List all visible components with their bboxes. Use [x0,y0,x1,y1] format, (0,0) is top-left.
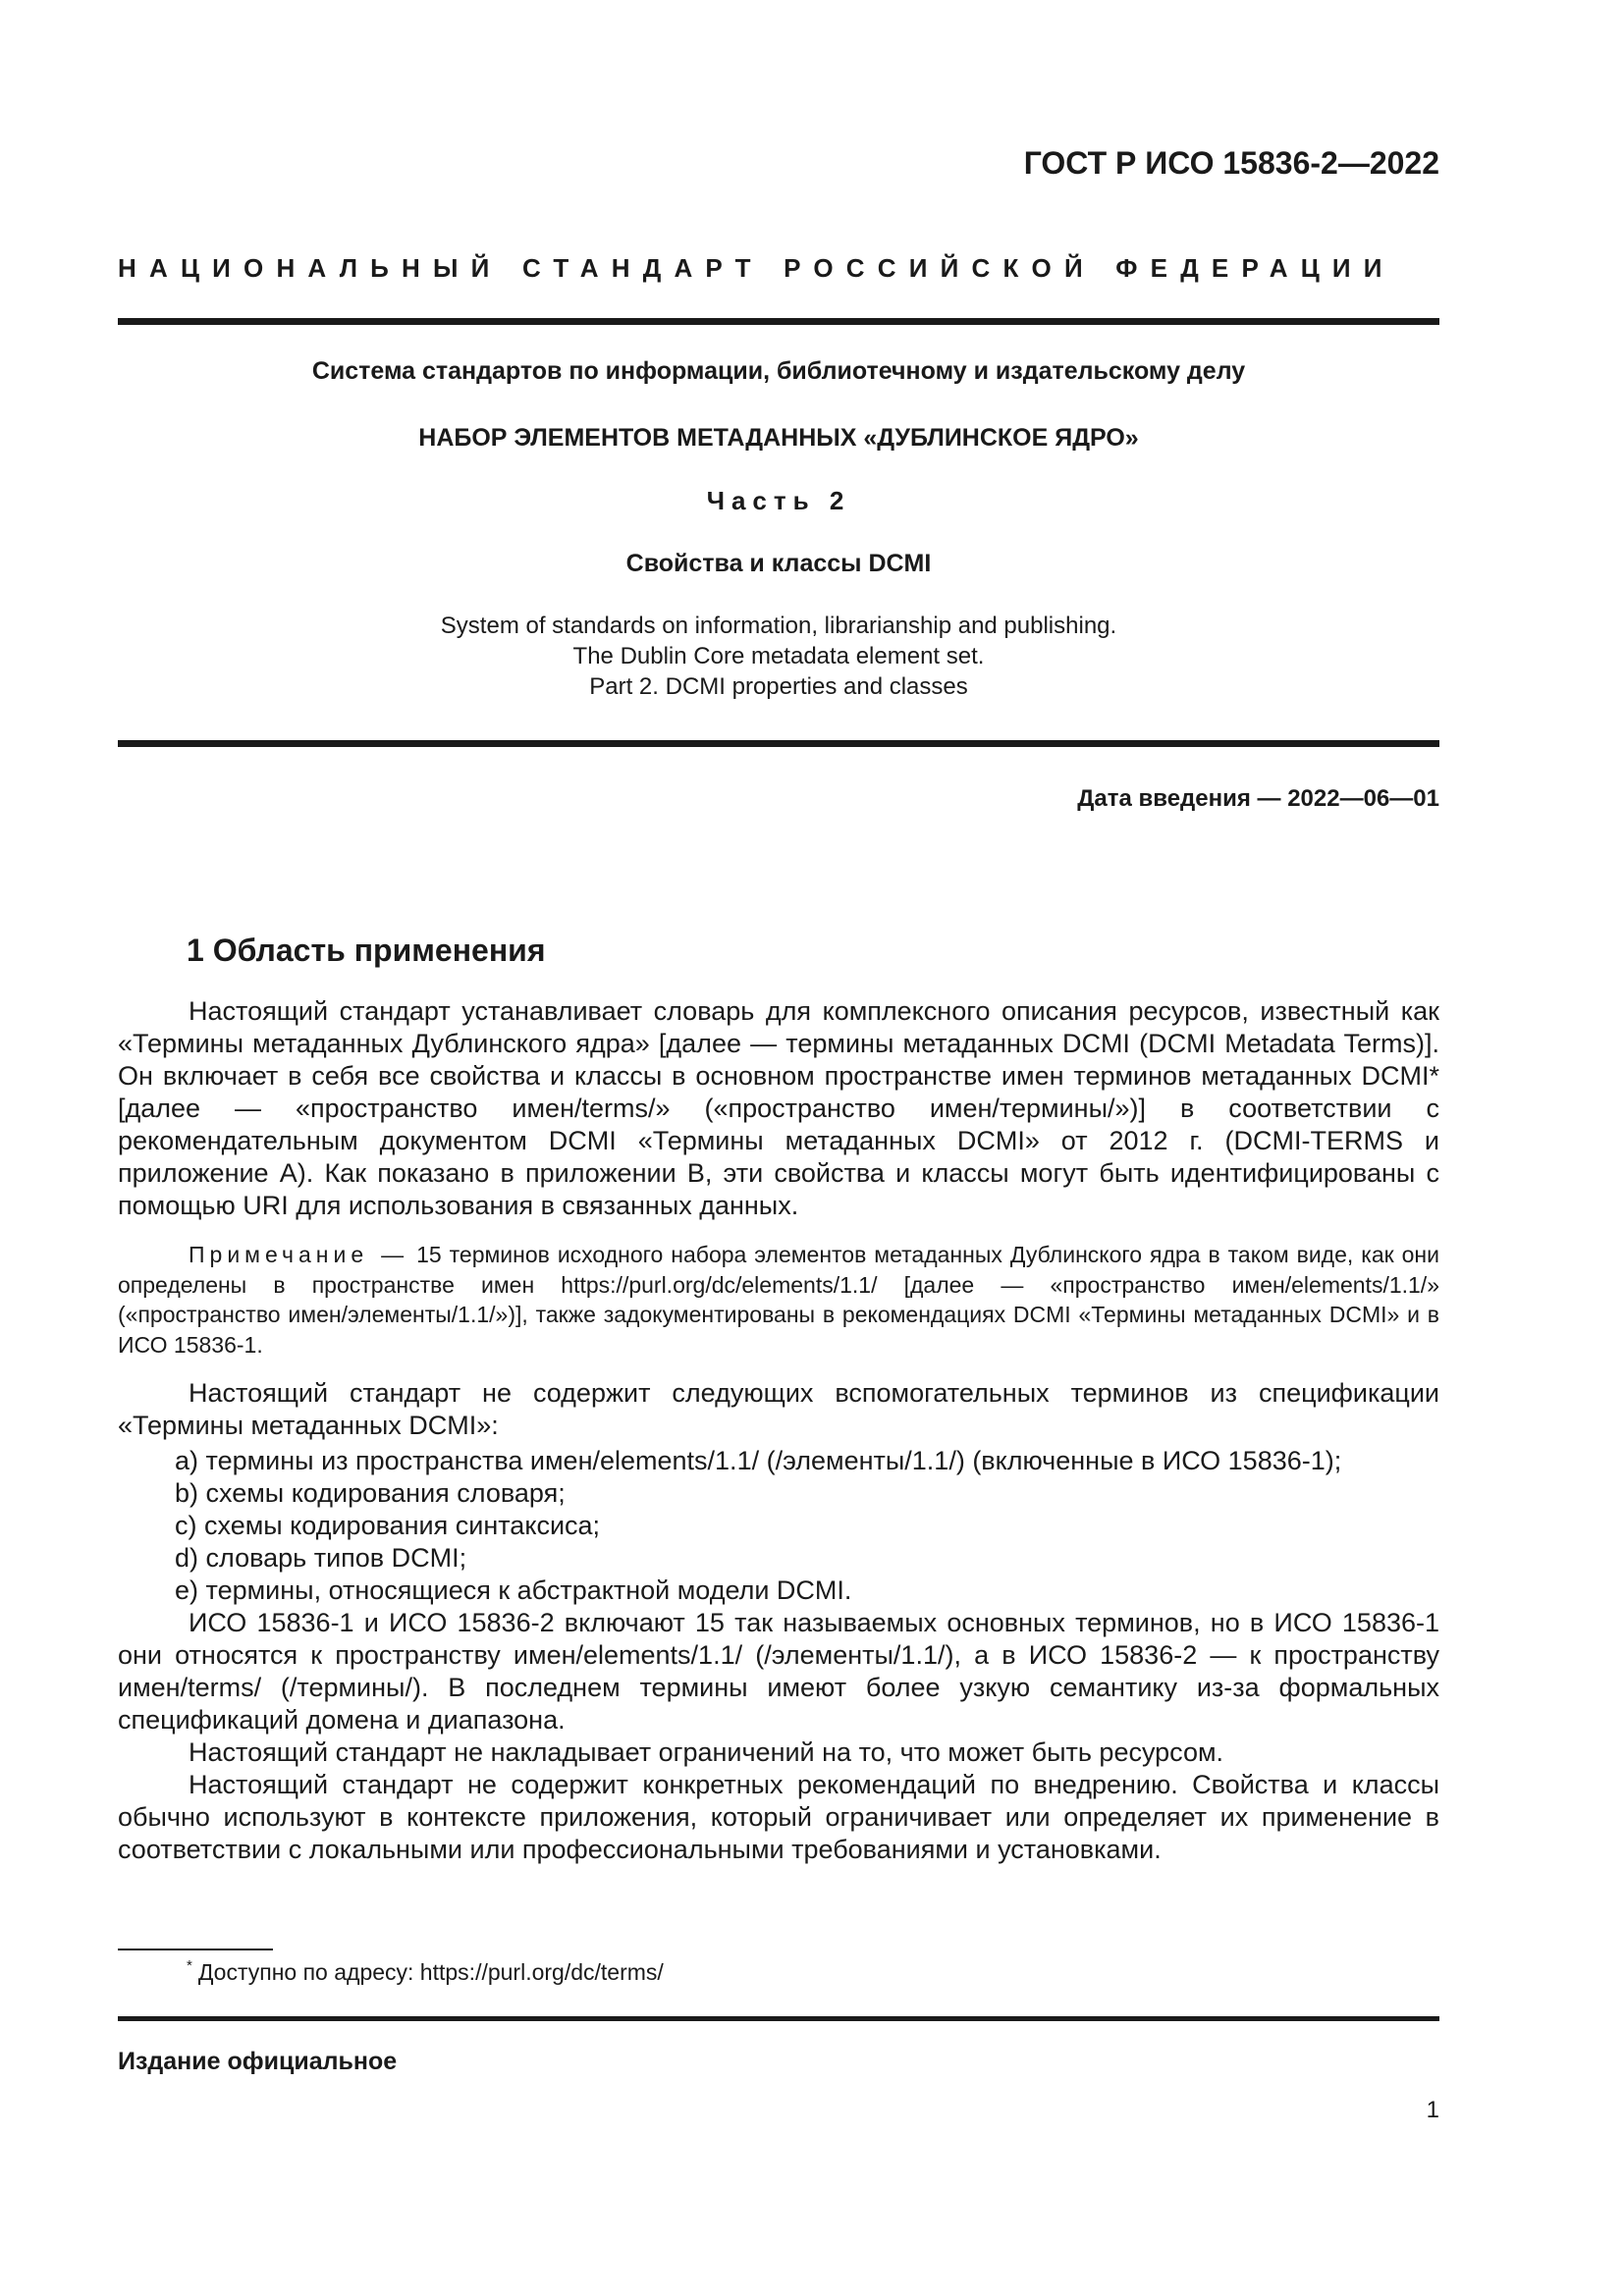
national-standard-banner: НАЦИОНАЛЬНЫЙ СТАНДАРТ РОССИЙСКОЙ ФЕДЕРАЦИИ [118,253,1395,283]
paragraph-excluded-terms: Настоящий стандарт не содержит следующих вспомогательных терминов из спецификации «Термины метаданных DCMI»: [118,1378,1439,1440]
english-title-line-3: Part 2. DCMI properties and classes [589,673,968,700]
edition-label: Издание официальное [118,2048,398,2075]
footnote-text: Доступно по адресу: https://purl.org/dc/terms/ [197,1959,664,1985]
list-item: d) словарь типов DCMI; [175,1543,467,1573]
introduction-date: Дата введения — 2022—06—01 [1077,785,1439,812]
main-title: НАБОР ЭЛЕМЕНТОВ МЕТАДАННЫХ «ДУБЛИНСКОЕ ЯДРО» [418,424,1139,452]
footnote-mark: * [187,1957,192,1974]
section-heading: 1 Область применения [187,933,546,968]
paragraph-resource: Настоящий стандарт не накладывает ограничений на то, что может быть ресурсом. [189,1737,1224,1767]
list-item: e) термины, относящиеся к абстрактной модели DCMI. [175,1575,852,1605]
note-label: Примечание — [189,1242,409,1267]
paragraph-core-terms: ИСО 15836-1 и ИСО 15836-2 включают 15 так называемых основных терминов, но в ИСО 15836-1 они относятся к пространству имен/elements/1.1/ (/элементы/1.1/), а в ИСО 15836-2 — к пространству имен/terms/ (/термины/). В последнем термины имеют более узкую семантику из-за формальных спецификаций домена и диапазона. [118,1608,1439,1735]
footnote-divider [118,1949,273,1950]
list-item: c) схемы кодирования синтаксиса; [175,1511,601,1540]
paragraph-implementation: Настоящий стандарт не содержит конкретных рекомендаций по внедрению. Свойства и классы обычно используют в контексте приложения, который ограничивает или определяет их применение в соответствии с локальными или профессиональными требованиями и установками. [118,1770,1439,1864]
top-divider [118,318,1439,325]
page-number: 1 [1426,2097,1439,2123]
title-divider [118,740,1439,747]
document-code: ГОСТ Р ИСО 15836-2—2022 [1023,145,1439,181]
list-item: a) термины из пространства имен/elements/1.1/ (/элементы/1.1/) (включенные в ИСО 15836-1); [175,1446,1342,1475]
note-text: 15 терминов исходного набора элементов метаданных Дублинского ядра в таком виде, как они определены в пространстве имен https://purl.org/dc/elements/1.1/ [далее — «пространство имен/elements/1.1/» («пространство имен/элементы/1.1/»)], также задокументированы в рекомендациях DCMI «Термины метаданных DCMI» и в ИСО 15836-1. [118,1242,1439,1358]
english-title-line-2: The Dublin Core metadata element set. [572,643,985,669]
list-item: b) схемы кодирования словаря; [175,1478,566,1508]
note [118,1240,1439,1360]
subtitle: Свойства и классы DCMI [625,550,932,577]
series-title: Система стандартов по информации, библиотечному и издательскому делу [311,357,1246,385]
english-title-line-1: System of standards on information, librarianship and publishing. [440,613,1117,639]
part-label: Часть 2 [706,486,851,515]
footer-divider [118,2016,1439,2021]
footnote [187,1959,664,1986]
paragraph-scope: Настоящий стандарт устанавливает словарь для комплексного описания ресурсов, известный как «Термины метаданных Дублинского ядра» [далее — термины метаданных DCMI (DCMI Metadata Terms)]. Он включает в себя все свойства и классы в основном пространстве имен терминов метаданных DCMI* [далее — «пространство имен/terms/» («пространство имен/термины/»)] в соответствии с рекомендательным документом DCMI «Термины метаданных DCMI» от 2012 г. (DCMI-TERMS и приложение A). Как показано в приложении B, эти свойства и классы могут быть идентифицированы с помощью URI для использования в связанных данных. [118,996,1439,1220]
